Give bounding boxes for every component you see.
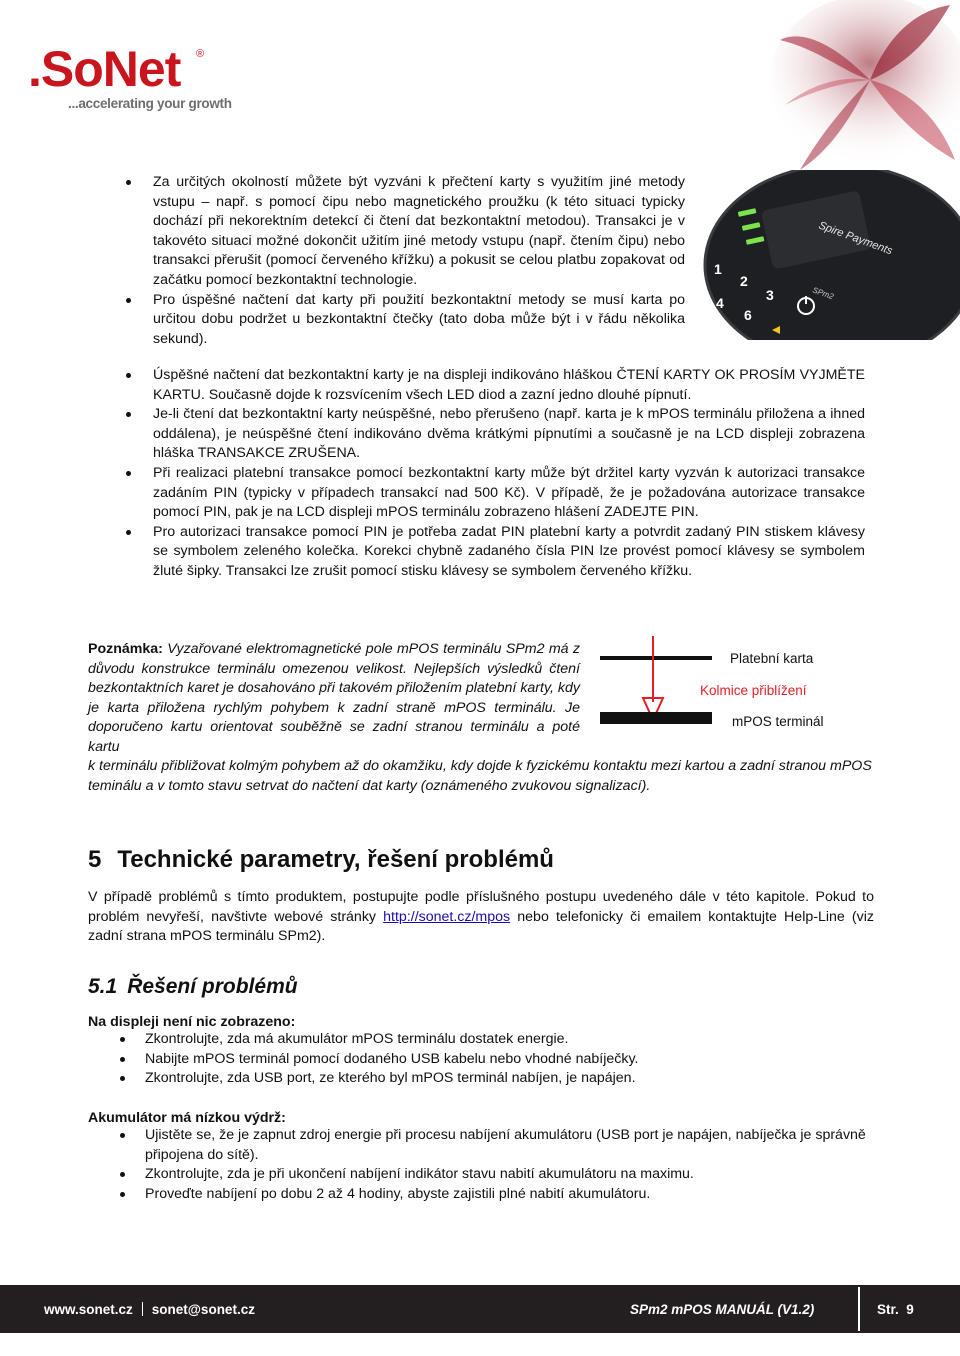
group-list	[88, 1030, 878, 1089]
note-label: Poznámka:	[88, 641, 163, 657]
logo: .SoNet	[28, 41, 181, 97]
footer-website-link[interactable]: www.sonet.cz	[44, 1302, 133, 1317]
section-number: 5	[88, 846, 102, 873]
footer-contacts	[44, 1302, 255, 1317]
list-item: Zkontrolujte, zda USB port, ze kterého byl mPOS terminál nabíjen, je napájen.	[88, 1069, 878, 1089]
section-5-1-heading	[88, 975, 298, 999]
list-item: Proveďte nabíjení po dobu 2 až 4 hodiny, abyste zajistili plné nabití akumulátoru.	[88, 1185, 878, 1205]
footer-manual-title: SPm2 mPOS MANUÁL (V1.2)	[630, 1302, 815, 1317]
section-number: 5.1	[88, 975, 118, 998]
card-label: Platební karta	[730, 651, 814, 666]
terminal-key: 6	[744, 307, 752, 323]
footer-separator	[858, 1287, 860, 1331]
terminal-image	[700, 170, 960, 340]
page-number: 9	[906, 1302, 914, 1317]
list-item: Je-li čtení dat bezkontaktní karty neúspěšné, nebo přerušeno (např. karta je k mPOS terminálu přiložena a ihned oddálena), je neúspěšné čtení indikováno dvěma krátkými pípnutími a současně je na LCD displeji zobrazena hláška TRANSAKCE ZRUŠENA.	[153, 405, 865, 464]
terminal-model: SPm2	[811, 285, 835, 302]
group-title: Na displeji není nic zobrazeno:	[88, 1014, 296, 1030]
troubleshoot-group-display	[88, 1014, 878, 1089]
logo-registered-mark: ®	[196, 48, 205, 60]
footer-email-link[interactable]: sonet@sonet.cz	[151, 1302, 255, 1317]
terminal-key: 1	[714, 261, 722, 277]
list-item: Pro autorizaci transakce pomocí PIN je potřeba zadat PIN platební karty a potvrdit zadaný PIN stiskem klávesy se symbolem zeleného kolečka. Korekci chybně zadaného čísla PIN lze provést pomocí klávesy se symbolem žluté šipky. Transakci lze zrušit pomocí stisku klávesy se symbolem červeného křížku.	[153, 523, 865, 582]
list-item: Ujistěte se, že je zapnut zdroj energie při procesu nabíjení akumulátoru (USB port je napájen, nabíječka je správně připojena do sítě).	[88, 1126, 878, 1165]
terminal-key: 3	[766, 287, 774, 303]
page-label: Str.	[877, 1302, 899, 1317]
approach-label: Kolmice přiblížení	[700, 683, 807, 698]
terminal-key: 4	[716, 295, 724, 311]
logo-tagline: ...accelerating your growth	[68, 96, 232, 111]
card-approach-diagram	[596, 632, 886, 742]
list-item: Pro úspěšné načtení dat karty při použití bezkontaktní metody se musí karta po určitou dobu podržet u bezkontaktní čtečky (tato doba může být i v řádu několika sekund).	[153, 291, 685, 350]
terminal-label: mPOS terminál	[732, 714, 824, 729]
group-list	[88, 1126, 878, 1204]
intro-text: V případě problémů s tímto produktem, postupujte podle příslušného postupu uvedeného dále v této kapitole. Pokud to problém nevyřeší, navštivte webové stránky	[88, 889, 874, 925]
terminal-brand: Spire Payments	[816, 219, 895, 258]
footer-page	[877, 1302, 914, 1317]
note-paragraph	[88, 640, 580, 757]
section-title: Řešení problémů	[127, 975, 298, 998]
note-continuation: k terminálu přibližovat kolmým pohybem až do okamžiku, kdy dojde k fyzickému kontaktu mezi kartou a zadní stranou mPOS teminálu a v tomto stavu setrvat do načtení dat karty (oznámeného zvukovou signalizací).	[88, 758, 872, 794]
list-item: Zkontrolujte, zda je při ukončení nabíjení indikátor stavu nabití akumulátoru na maximu.	[88, 1165, 878, 1185]
contactless-notes-list	[153, 173, 685, 349]
group-title: Akumulátor má nízkou výdrž:	[88, 1110, 286, 1126]
mpos-link[interactable]: http://sonet.cz/mpos	[383, 908, 511, 925]
list-item: Nabijte mPOS terminál pomocí dodaného USB kabelu nebo vhodné nabíječky.	[88, 1050, 878, 1070]
list-item: Úspěšné načtení dat bezkontaktní karty je na displeji indikováno hláškou ČTENÍ KARTY OK PROSÍM VYJMĚTE KARTU. Současně dojde k rozsvícením všech LED diod a zazní jedno dlouhé pípnutí.	[153, 366, 865, 405]
section-5-intro	[88, 888, 874, 947]
section-title: Technické parametry, řešení problémů	[117, 846, 554, 873]
list-item: Za určitých okolností můžete být vyzváni k přečtení karty s využitím jiné metody vstupu – např. s pomocí čipu nebo magnetického proužku (k této situaci typicky dochází při nekorektním detekcí či čtení dat bezkontaktní metodou). Transakci je v takovéto situaci možné dokončit užitím jiné metody vstupu (např. čtením čipu) nebo transakci přerušit (pomocí červeného křížku) a pokusit se celou platbu zopakovat od začátku pomocí bezkontaktní technologie.	[153, 173, 685, 291]
contactless-status-list	[153, 366, 865, 582]
list-item: Zkontrolujte, zda má akumulátor mPOS terminálu dostatek energie.	[88, 1030, 878, 1050]
troubleshoot-group-battery	[88, 1110, 878, 1204]
note-text: Vyzařované elektromagnetické pole mPOS terminálu SPm2 má z důvodu konstrukce terminálu omezenou velikost. Nejlepších výsledků čtení bezkontaktních karet je dosahováno při takovém přiložením platební karty, kdy je karta přiložena rychlým pohybem k zadní straně mPOS terminálu. Je doporučeno kartu orientovat souběžně se zadní stranou terminálu a poté kartu	[88, 641, 580, 755]
list-item: Při realizaci platební transakce pomocí bezkontaktní karty může být držitel karty vyzván k autorizaci transakce zadáním PIN (typicky v případech transakcí nad 500 Kč). V případě, že je požadována autorizace transakce pomocí PIN, pak je na LCD displeji mPOS terminálu zobrazeno hlášení ZADEJTE PIN.	[153, 464, 865, 523]
intro-text: nebo telefonicky či emailem kontaktujte Help-Line (viz zadní strana mPOS terminálu SPm2).	[88, 908, 874, 944]
section-5-heading	[88, 846, 554, 874]
footer-divider	[142, 1302, 143, 1316]
logo-name: SoNet	[40, 41, 181, 97]
terminal-key: 2	[740, 273, 748, 289]
